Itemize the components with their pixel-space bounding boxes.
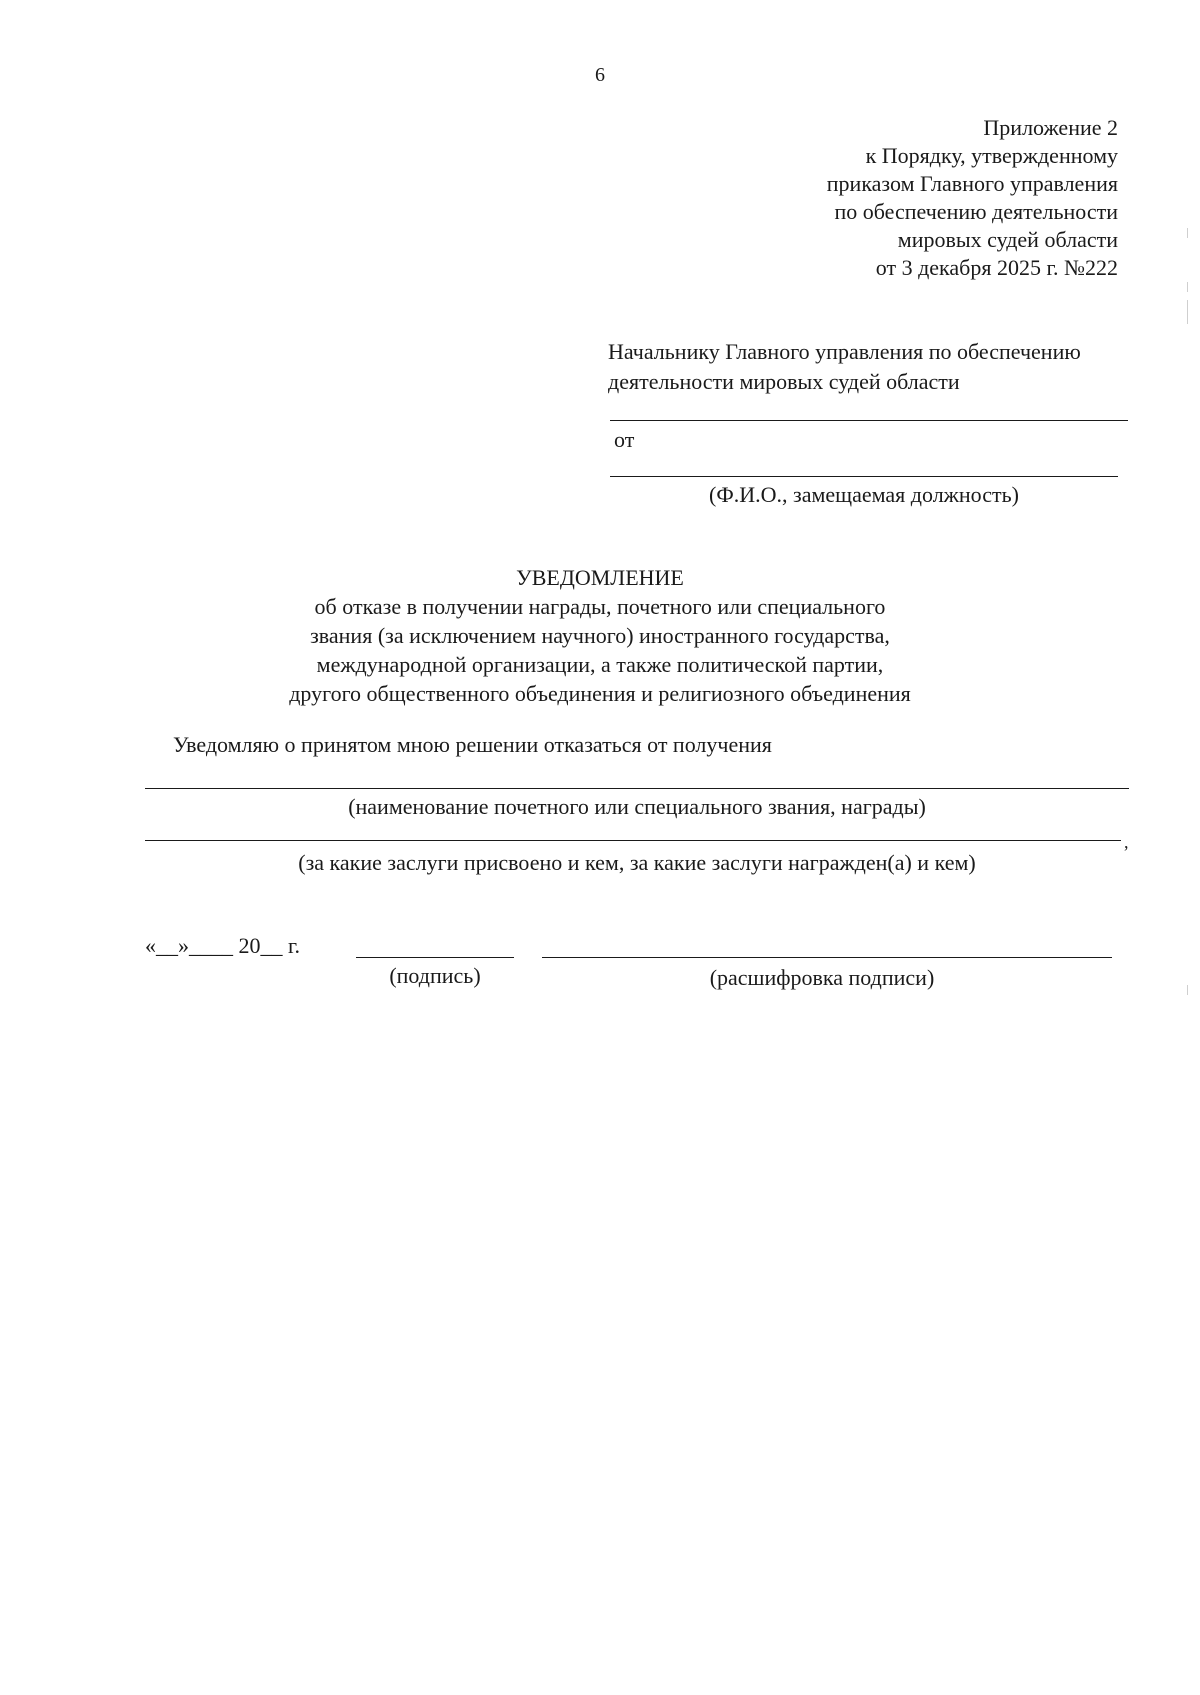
recipient-line: деятельности мировых судей области — [608, 369, 960, 394]
date-field: «__»____ 20__ г. — [145, 933, 301, 958]
appendix-block — [827, 114, 1118, 282]
appendix-line: Приложение 2 — [983, 115, 1118, 140]
sender-caption: (Ф.И.О., замещаемая должность) — [709, 482, 1019, 507]
merits-line — [145, 840, 1121, 841]
appendix-line: от 3 декабря 2025 г. №222 — [875, 255, 1118, 280]
signature-caption: (подпись) — [389, 963, 481, 988]
notice-subtitle-line: международной организации, а также политической партии, — [316, 652, 884, 677]
signature-line — [356, 957, 514, 958]
notice-statement: Уведомляю о принятом мною решении отказаться от получения — [173, 732, 772, 757]
notice-title: УВЕДОМЛЕНИЕ — [516, 565, 684, 590]
merits-caption: (за какие заслуги присвоено и кем, за какие заслуги награжден(а) и кем) — [298, 850, 976, 875]
recipient-name-line — [610, 420, 1128, 421]
sender-line — [610, 476, 1118, 477]
recipient-block — [608, 337, 1081, 397]
appendix-line: к Порядку, утвержденному — [865, 143, 1118, 168]
award-caption: (наименование почетного или специального звания, награды) — [348, 794, 926, 819]
scan-mark — [1187, 985, 1188, 995]
notice-heading — [0, 563, 1200, 708]
notice-subtitle-line: звания (за исключением научного) иностранного государства, — [310, 623, 890, 648]
scan-mark — [1187, 300, 1188, 324]
appendix-line: приказом Главного управления — [826, 171, 1118, 196]
signature-decoding-caption: (расшифровка подписи) — [709, 965, 935, 990]
merits-comma: , — [1124, 832, 1129, 852]
notice-subtitle-line: другого общественного объединения и религиозного объединения — [289, 681, 911, 706]
notice-subtitle-line: об отказе в получении награды, почетного или специального — [314, 594, 886, 619]
recipient-line: Начальнику Главного управления по обеспечению — [608, 339, 1081, 364]
signature-decoding-line — [542, 957, 1112, 958]
scan-mark — [1187, 228, 1188, 238]
page-number: 6 — [595, 64, 605, 86]
from-label: от — [614, 427, 635, 452]
award-name-line — [145, 788, 1129, 789]
appendix-line: мировых судей области — [897, 227, 1118, 252]
scan-mark — [1187, 282, 1188, 292]
appendix-line: по обеспечению деятельности — [834, 199, 1118, 224]
